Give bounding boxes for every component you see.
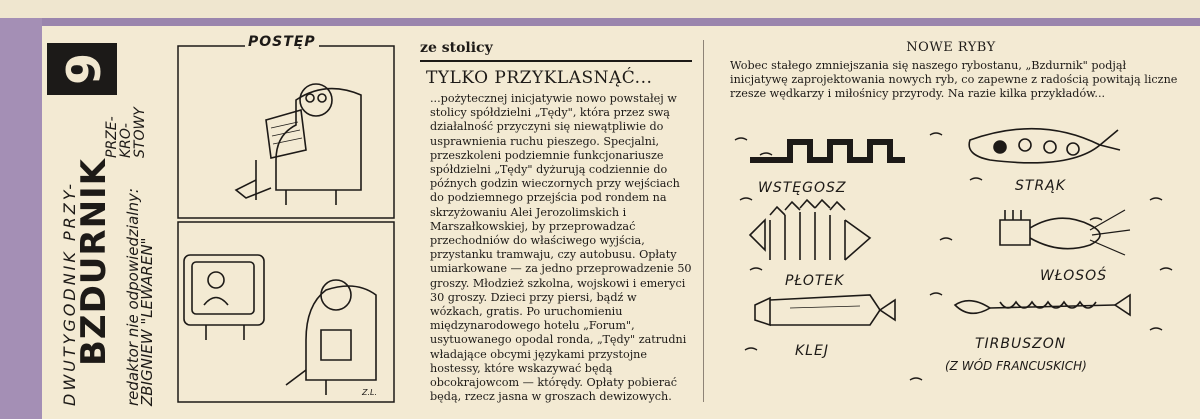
reader-illustration — [236, 84, 361, 205]
article1-rule — [420, 60, 692, 62]
comic-signature: Z.L. — [362, 388, 378, 397]
masthead-line4: STOWY — [132, 107, 148, 158]
masthead — [46, 30, 170, 412]
comic-title: POSTĘP — [245, 34, 319, 50]
issue-number: 6 — [47, 43, 117, 95]
article2-headline: NOWE RYBY — [906, 40, 996, 55]
article1-headline: TYLKO PRZYKLASNĄĆ... — [426, 68, 653, 88]
article1-kicker: ze stolicy — [420, 40, 493, 56]
article-nowe-ryby — [716, 40, 1186, 101]
fish-strak — [969, 129, 1120, 163]
label-tirbuszon: TIRBUSZON — [975, 336, 1067, 352]
article1-body: ...pożytecznej inicjatywie nowo powstałej w stolicy spółdzielni „Tędy", która przez swą działalność przyczyni się niewątpliwie do usprawnienia ruchu pieszego. Specjalni, przeszkoleni podziemnie funkcjonariusze spółdzielni „Tędy" dyżurują codziennie do późnych godzin wieczornych przy wejściach do podziemnego przejścia pod rondem na skrzyżowaniu Alei Jerozolimskich i Marszałkowskiej, by przeprowadzać przechodniów do właściwego wyjścia, przystanku tramwaju, czy autobusu. Opłaty umiarkowane — za jedno przeprowadzenie 50 groszy. Młodzież szkolna, wojskowi i emeryci 30 groszy. Dzieci przy piersi, bądź w wózkach, gratis. Po uruchomieniu międzynarodowego hotelu „Forum", usytuowanego opodal ronda, „Tędy" zatrudni władające obcymi językami przystojne hostessy, które wskazywać będą obcokrajowcom — którędy. Opłaty pobierać będą, rzecz jasna w groszach dewizowych. — [430, 92, 692, 404]
fish-tirbuszon — [955, 295, 1130, 315]
label-strak: STRĄK — [1015, 178, 1066, 194]
masthead-title: BZDURNIK — [74, 157, 114, 366]
article2-body: Wobec stałego zmniejszania się naszego rybostanu, „Bzdurnik" podjął inicjatywę zaprojektowania nowych ryb, co zapewne z radością powitają liczne rzesze wędkarzy i miłośnicy przyrody. Na razie kilka przykładów... — [730, 59, 1178, 100]
column-divider — [703, 40, 704, 402]
masthead-line6: ZBIGNIEW "LEWAREN" — [138, 237, 156, 406]
fish-klej — [755, 295, 895, 325]
article-ze-stolicy — [420, 40, 692, 404]
label-klej: KLEJ — [795, 343, 829, 359]
fish-wstegosz — [750, 142, 905, 160]
label-wlosos: WŁOSOŚ — [1040, 268, 1108, 284]
masthead-line2: PRZE- — [104, 116, 120, 158]
fish-plotek — [750, 200, 870, 260]
masthead-line5: redaktor nie odpowiedzialny: — [124, 188, 142, 406]
tv-watcher-illustration — [184, 255, 376, 395]
top-border — [0, 18, 1200, 26]
label-tirbuszon-note: (Z WÓD FRANCUSKICH) — [945, 359, 1087, 373]
masthead-line3: KRO- — [118, 123, 134, 158]
label-plotek: PŁOTEK — [785, 273, 845, 289]
label-wstegosz: WSTĘGOSZ — [758, 180, 847, 196]
fish-illustrations — [730, 120, 1190, 400]
masthead-line1: DWUTYGODNIK PRZY- — [60, 180, 79, 406]
fish-wlosos — [1000, 210, 1130, 255]
comic-strip — [176, 40, 396, 405]
left-border — [0, 18, 42, 419]
